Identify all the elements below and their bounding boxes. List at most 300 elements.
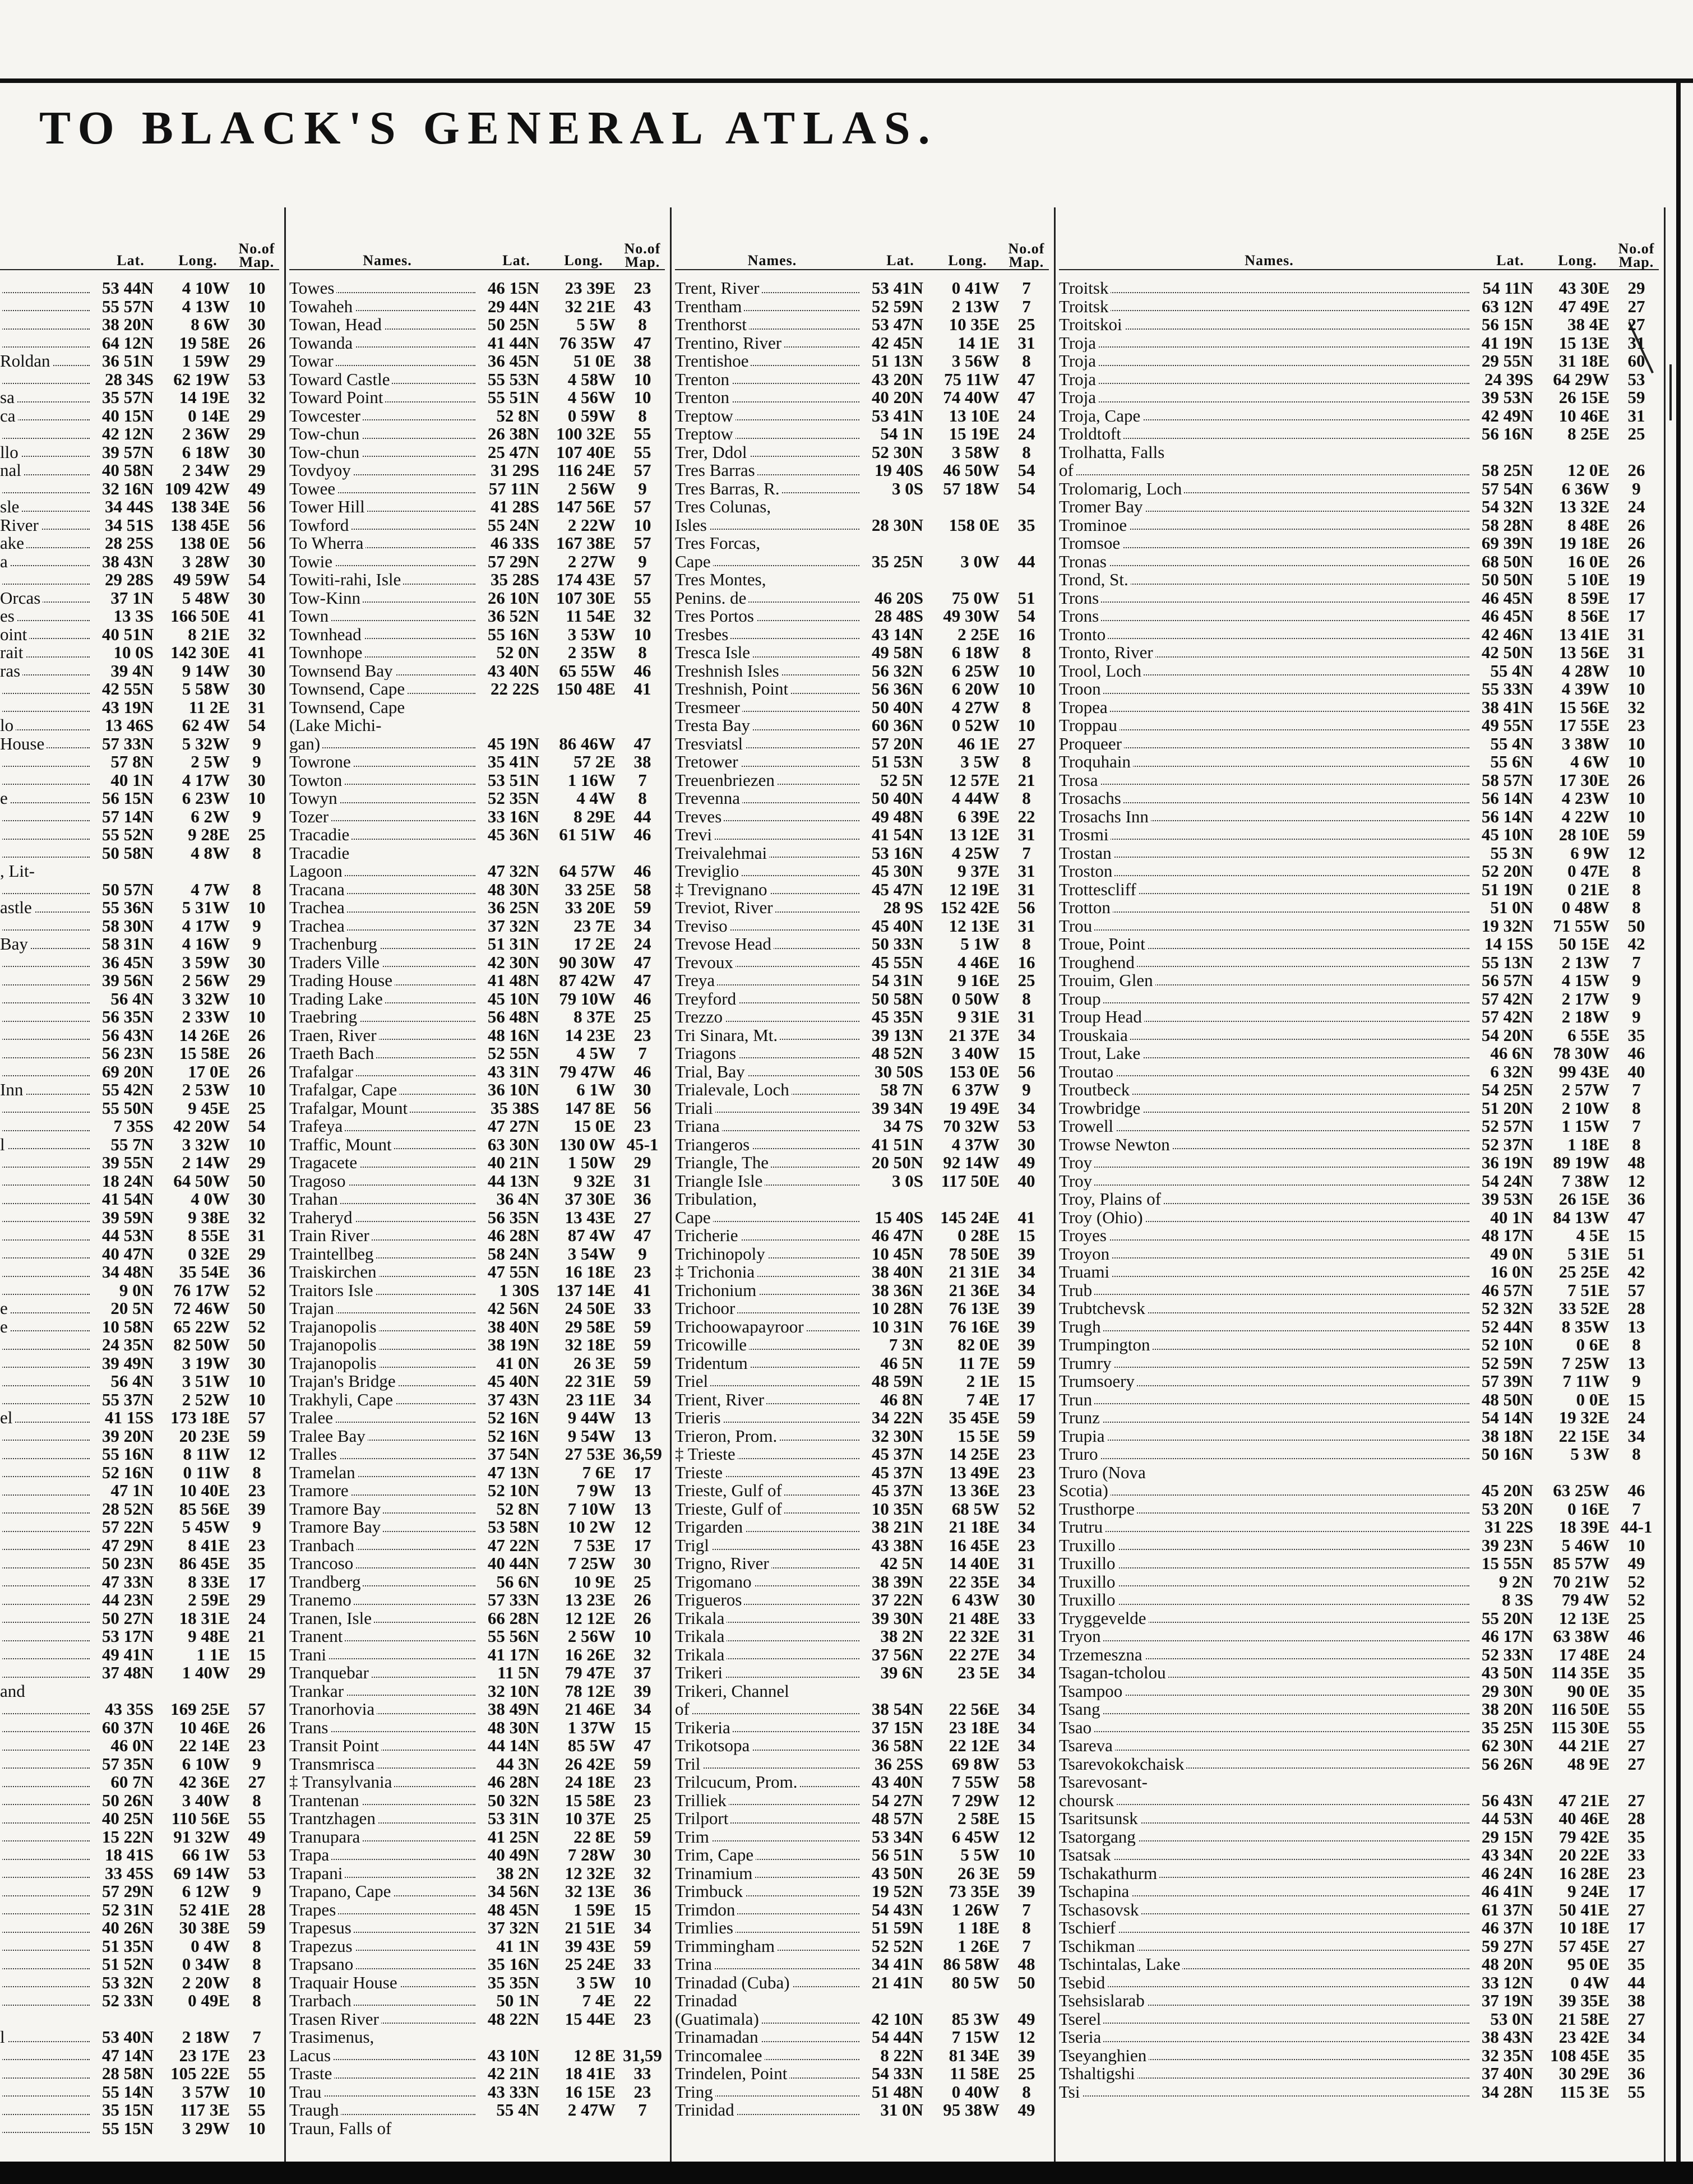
entry-lat: 54 20N (1481, 1025, 1533, 1045)
entry-name (289, 1700, 478, 1719)
entry-lat: 55 36N (101, 897, 154, 917)
entry-name (1059, 1992, 1472, 2010)
entry-map: 34 (1017, 1025, 1035, 1045)
entry-name (289, 1974, 478, 1992)
entry-map: 30 (248, 442, 266, 462)
entry-name (675, 607, 862, 626)
entry-map: 33 (633, 2063, 651, 2083)
entry-map: 51 (1627, 1243, 1645, 1264)
entry-lat: 55 3N (1490, 843, 1533, 863)
entry-long: 12 0E (1567, 460, 1609, 480)
gazetteer-entry (675, 388, 1049, 407)
entry-long: 14 23E (565, 1025, 616, 1045)
entry-name (289, 1591, 478, 1609)
entry-long: 18 31E (179, 1608, 230, 1628)
entry-long: 26 42E (565, 1753, 616, 1774)
entry-map: 59 (1627, 387, 1645, 407)
gazetteer-entry (675, 954, 1049, 972)
gazetteer-entry (1059, 1646, 1659, 1664)
entry-map: 23 (1017, 1535, 1035, 1555)
gazetteer-entry (0, 971, 279, 990)
entry-long: 64 29W (1553, 369, 1609, 389)
entry-name (0, 1190, 92, 1209)
entry-lat: 54 32N (1481, 497, 1533, 516)
gazetteer-entry (675, 1719, 1049, 1737)
entry-map: 34 (1017, 1736, 1035, 1755)
entry-lat: 39 34N (871, 1098, 923, 1118)
entry-name (675, 1464, 862, 1482)
entry-long: 26 3E (573, 1353, 616, 1373)
entry-long: 3 32W (182, 988, 230, 1008)
lat-heading: Lat. (1496, 252, 1524, 269)
entry-name-text: Tring (675, 2083, 715, 2102)
entry-map: 8 (1632, 1444, 1641, 1464)
gazetteer-entry (675, 771, 1049, 790)
entry-name (289, 1026, 478, 1045)
entry-name (675, 388, 862, 407)
entry-lat: 28 34S (105, 369, 154, 389)
entry-lat: 50 33N (871, 934, 923, 954)
entry-name-text: Scotia) (1059, 1482, 1111, 1500)
entry-map: 50 (248, 1298, 266, 1318)
gazetteer-entry (1059, 1190, 1659, 1209)
entry-name (0, 534, 92, 553)
entry-name (289, 1627, 478, 1646)
entry-name-text (0, 917, 2, 936)
entry-list (675, 279, 1049, 2120)
entry-lat: 46 6N (1490, 1043, 1533, 1063)
gazetteer-entry (675, 2101, 1049, 2120)
entry-name (0, 1646, 92, 1664)
entry-lat: 39 6N (880, 1663, 923, 1682)
entry-name (289, 1117, 478, 1136)
entry-name-text: Treshnish Isles (675, 662, 781, 681)
entry-long: 18 39E (1558, 1517, 1609, 1537)
entry-map: 22 (1017, 806, 1035, 826)
entry-name-text: e (0, 789, 10, 808)
entry-name (289, 553, 478, 571)
entry-long: 57 45E (1558, 1936, 1609, 1956)
gazetteer-entry (289, 881, 665, 899)
entry-name-text: of (1059, 461, 1076, 480)
entry-name (1059, 1281, 1472, 1300)
entry-long: 9 54W (567, 1426, 616, 1446)
entry-lat: 58 30N (101, 915, 154, 936)
entry-lat: 46 0N (110, 1736, 154, 1755)
entry-lat: 42 30N (487, 952, 539, 972)
entry-name-text: Treves (675, 808, 724, 826)
entry-name-text (0, 2010, 2, 2029)
entry-long: 22 27E (949, 1644, 1000, 1664)
entry-name-text: River (0, 516, 41, 535)
gazetteer-entry (0, 1482, 279, 1500)
entry-map: 23 (1017, 1462, 1035, 1482)
gazetteer-entry (1059, 1755, 1659, 1774)
entry-name-text: Treviot, River (675, 899, 775, 917)
entry-name-text: (Guatimala) (675, 2010, 761, 2029)
entry-lat: 56 48N (487, 1007, 539, 1026)
entry-map: 27 (1627, 1753, 1645, 1774)
entry-name (675, 881, 862, 899)
entry-long: 15 0E (573, 1116, 616, 1136)
entry-map: 38 (633, 351, 651, 371)
entry-name-text: Tramore Bay (289, 1518, 383, 1537)
entry-lat: 52 33N (101, 1991, 154, 2010)
entry-map: 47 (633, 1736, 651, 1755)
entry-name (289, 1846, 478, 1864)
entry-name (289, 1518, 478, 1537)
gazetteer-entry (0, 443, 279, 462)
entry-name (1059, 1828, 1472, 1847)
gazetteer-entry (1059, 1591, 1659, 1609)
entry-name (675, 1336, 862, 1354)
entry-map: 47 (1017, 387, 1035, 407)
entry-name-text: Inn (0, 1081, 25, 1099)
gazetteer-entry (675, 1792, 1049, 1810)
entry-map: 46 (633, 660, 651, 681)
gazetteer-entry (0, 1573, 279, 1591)
entry-map: 55 (248, 1808, 266, 1828)
entry-name (0, 607, 92, 626)
entry-name (0, 425, 92, 443)
entry-long: 6 18W (182, 442, 230, 462)
entry-name-text: Tropea (1059, 698, 1110, 717)
entry-map: 9 (252, 1517, 261, 1537)
entry-name (1059, 1573, 1472, 1591)
gazetteer-entry (1059, 607, 1659, 626)
entry-long: 20 22E (1558, 1845, 1609, 1864)
entry-long: 19 58E (179, 332, 230, 353)
entry-long: 37 30E (565, 1189, 616, 1209)
entry-name (0, 1901, 92, 1919)
entry-lat: 46 8N (880, 1389, 923, 1409)
entry-long: 114 35E (1551, 1663, 1609, 1682)
entry-name (1059, 388, 1472, 407)
entry-lat: 53 17N (101, 1626, 154, 1646)
entry-name (675, 2028, 862, 2047)
gazetteer-entry (289, 371, 665, 389)
entry-name (289, 1955, 478, 1974)
entry-map: 59 (1627, 825, 1645, 844)
entry-long: 10 2W (567, 1517, 616, 1537)
entry-lat: 41 54N (101, 1189, 154, 1209)
gazetteer-entry (289, 789, 665, 808)
gazetteer-entry (0, 1299, 279, 1318)
column-divider (670, 207, 672, 2162)
entry-long: 107 30E (556, 587, 616, 608)
entry-lat: 53 32N (101, 1972, 154, 1992)
entry-name-text: Tserel (1059, 2010, 1103, 2029)
entry-long: 13 43E (565, 1207, 616, 1227)
entry-long: 147 56E (556, 497, 616, 516)
entry-long: 13 56E (1558, 642, 1609, 662)
entry-long: 22 8E (573, 1826, 616, 1847)
entry-map: 10 (633, 1972, 651, 1992)
entry-lat: 34 28N (1481, 2081, 1533, 2102)
entry-name-text: Troy (1059, 1154, 1094, 1172)
entry-map: 35 (1627, 1826, 1645, 1847)
entry-lat: 53 16N (871, 843, 923, 863)
entry-name-text (0, 1445, 2, 1464)
entry-name (675, 2083, 862, 2102)
entry-lat: 47 55N (487, 1262, 539, 1281)
entry-lat: 50 40N (871, 788, 923, 808)
entry-map: 34 (633, 1699, 651, 1719)
entry-map: 27 (1627, 1790, 1645, 1810)
entry-map: 25 (633, 1808, 651, 1828)
entry-name (675, 1154, 862, 1172)
entry-long: 6 23W (182, 788, 230, 808)
entry-long: 3 57W (182, 2081, 230, 2102)
entry-name (675, 771, 862, 790)
entry-long: 1 59E (573, 1899, 616, 1919)
entry-map: 46 (1627, 1043, 1645, 1063)
entry-map: 56 (248, 515, 266, 535)
entry-lat: 21 41N (871, 1972, 923, 1992)
entry-map: 9 (638, 551, 647, 571)
entry-name-text (0, 1354, 2, 1373)
entry-name (1059, 1154, 1472, 1172)
entry-name (0, 1008, 92, 1026)
entry-name (0, 1755, 92, 1774)
gazetteer-entry (0, 2065, 279, 2083)
entry-map: 34 (1017, 1571, 1035, 1591)
entry-lat: 53 44N (101, 278, 154, 298)
entry-name-text: Trachenburg (289, 935, 380, 954)
entry-name-text (0, 334, 2, 353)
entry-map: 57 (633, 497, 651, 516)
entry-long: 6 10W (182, 1753, 230, 1774)
entry-map: 10 (1627, 679, 1645, 698)
entry-name (1059, 644, 1472, 662)
entry-long: 57 18W (943, 478, 1000, 498)
gazetteer-entry (1059, 1336, 1659, 1354)
entry-name (0, 716, 92, 735)
entry-long: 15 58E (565, 1790, 616, 1810)
gazetteer-entry (1059, 534, 1659, 553)
gazetteer-entry (1059, 1937, 1659, 1956)
gazetteer-entry (1059, 644, 1659, 662)
entry-name-text (0, 1609, 2, 1628)
entry-lat: 56 35N (487, 1207, 539, 1227)
gazetteer-entry (289, 1974, 665, 1992)
entry-long: 8 33E (188, 1571, 230, 1591)
entry-name-text (0, 2065, 2, 2083)
entry-lat: 10 35N (871, 1498, 923, 1519)
entry-lat: 24 35N (101, 1335, 154, 1354)
entry-name-text: Tschikman (1059, 1937, 1137, 1956)
gazetteer-entry (289, 1937, 665, 1956)
entry-map: 59 (633, 1826, 651, 1847)
gazetteer-entry (289, 1846, 665, 1864)
gazetteer-entry (675, 1227, 1049, 1245)
gazetteer-entry (0, 789, 279, 808)
entry-name-text: Trading House (289, 971, 395, 990)
entry-lat: 46 24N (1481, 1863, 1533, 1883)
entry-name-text (0, 371, 2, 389)
entry-map: 10 (633, 515, 651, 535)
entry-lat: 3 0S (892, 478, 923, 498)
entry-long: 61 51W (559, 825, 616, 844)
entry-long: 9 24E (1567, 1881, 1609, 1901)
entry-name-text: Towcester (289, 407, 363, 425)
entry-long: 8 48E (1567, 515, 1609, 535)
entry-name-text: Tracadie (289, 826, 351, 844)
entry-map: 47 (633, 332, 651, 353)
entry-name-text (0, 1063, 2, 1081)
entry-name-text: Tschasovsk (1059, 1901, 1141, 1919)
entry-name-text: Trantzhagen (289, 1810, 378, 1828)
entry-long: 4 10W (182, 278, 230, 298)
entry-long: 11 2E (188, 697, 230, 717)
entry-name (675, 1372, 862, 1391)
gazetteer-entry (0, 2010, 279, 2029)
entry-long: 166 50E (170, 606, 230, 626)
entry-long: 12 13E (949, 915, 1000, 936)
entry-name-text: Traiskirchen (289, 1263, 379, 1281)
gazetteer-entry (0, 1445, 279, 1464)
entry-name (675, 1554, 862, 1573)
gazetteer-entry (675, 917, 1049, 936)
entry-name-text: ‡ Transylvania (289, 1773, 394, 1792)
entry-name-text: Trun (1059, 1391, 1094, 1409)
gazetteer-entry (0, 1792, 279, 1810)
entry-name-text: Trowell (1059, 1117, 1116, 1136)
entry-lat: 57 29N (487, 551, 539, 571)
entry-long: 21 31E (949, 1262, 1000, 1281)
entry-lat: 57 20N (871, 733, 923, 753)
entry-name-text: Trinamium (675, 1864, 755, 1883)
entry-name-text: nal (0, 461, 24, 480)
gazetteer-entry (675, 1136, 1049, 1154)
entry-map: 23 (633, 1116, 651, 1136)
entry-name-text: Trikala (675, 1609, 727, 1628)
gazetteer-entry (675, 662, 1049, 681)
entry-name (1059, 1518, 1472, 1537)
entry-lat: 55 50N (101, 1098, 154, 1118)
entry-name-text: Proqueer (1059, 735, 1124, 753)
entry-long: 4 8W (191, 843, 230, 863)
entry-long: 70 21W (1553, 1571, 1609, 1591)
entry-name-text: Trimlies (675, 1919, 736, 1937)
entry-name-text (0, 881, 2, 899)
entry-lat: 52 10N (487, 1480, 539, 1500)
gazetteer-entry (289, 826, 665, 844)
entry-long: 30 38E (179, 1918, 230, 1937)
entry-long: 15 19E (949, 424, 1000, 443)
entry-long: 79 47E (565, 1663, 616, 1682)
entry-name (675, 334, 862, 353)
entry-long: 62 19W (173, 369, 230, 389)
entry-name (289, 1281, 478, 1300)
entry-name-text: Trinamadan (675, 2028, 761, 2047)
entry-map: 54 (1017, 606, 1035, 626)
entry-name-text (0, 1554, 2, 1573)
entry-lat: 45 35N (871, 1007, 923, 1026)
entry-map: 9 (1632, 1007, 1641, 1026)
entry-lat: 50 25N (487, 314, 539, 334)
entry-name-text: sle (0, 498, 21, 516)
entry-map: 34 (1017, 1699, 1035, 1719)
entry-name-text: Trahan (289, 1190, 340, 1209)
entry-long: 3 40W (182, 1790, 230, 1810)
entry-lat: 55 4N (496, 2100, 539, 2120)
entry-long: 17 48E (1558, 1644, 1609, 1664)
entry-name (1059, 371, 1472, 389)
entry-name (0, 498, 92, 516)
entry-name-text: Trenthorst (675, 316, 749, 334)
entry-long: 158 0E (949, 515, 1000, 535)
entry-name (675, 2010, 862, 2029)
entry-map: 8 (1022, 642, 1031, 662)
entry-lat: 57 33N (101, 733, 154, 753)
gazetteer-entry (289, 1518, 665, 1537)
entry-name-text: Penins. de (675, 589, 748, 608)
gazetteer-entry (289, 644, 665, 662)
entry-name-text: Trigueros (675, 1591, 744, 1609)
entry-lat: 52 30N (871, 442, 923, 462)
entry-name (0, 899, 92, 917)
entry-name-text: Trapa (289, 1846, 331, 1864)
entry-lat: 28 9S (883, 897, 923, 917)
gazetteer-entry (1059, 1482, 1659, 1500)
gazetteer-entry (0, 534, 279, 553)
entry-lat: 46 20S (875, 587, 923, 608)
entry-long: 63 25W (1553, 1480, 1609, 1500)
entry-long: 35 54E (179, 1262, 230, 1281)
entry-name (0, 990, 92, 1008)
entry-map: 8 (638, 405, 647, 425)
entry-map: 15 (1017, 1371, 1035, 1391)
entry-name-text (0, 844, 2, 863)
entry-map: 32 (248, 1207, 266, 1227)
entry-map: 25 (1627, 1608, 1645, 1628)
entry-name-text: Troja (1059, 388, 1098, 407)
entry-name (1059, 1044, 1472, 1063)
gazetteer-entry (0, 553, 279, 571)
entry-long: 16 15E (565, 2081, 616, 2102)
entry-name-text: Troy (1059, 1172, 1094, 1191)
entry-lat: 3 0S (892, 1170, 923, 1191)
entry-name (0, 1117, 92, 1136)
gazetteer-entry (289, 1190, 665, 1209)
entry-name-text: Truro (1059, 1445, 1100, 1464)
entry-long: 4 13W (182, 296, 230, 316)
entry-name (1059, 1318, 1472, 1336)
entry-map: 31 (1017, 879, 1035, 899)
entry-name (675, 1391, 862, 1409)
entry-map: 29 (248, 1243, 266, 1264)
entry-name (0, 698, 92, 717)
entry-lat: 55 16N (487, 624, 539, 644)
entry-long: 6 39E (957, 806, 1000, 826)
gazetteer-entry (289, 935, 665, 954)
gazetteer-entry (0, 1391, 279, 1409)
entry-name (1059, 1792, 1472, 1810)
entry-lat: 49 55N (1481, 715, 1533, 735)
entry-name (0, 1974, 92, 1992)
entry-name (0, 2047, 92, 2065)
entry-name-text: Trikeria (675, 1719, 733, 1737)
entry-lat: 39 20N (101, 1426, 154, 1446)
entry-long: 71 55W (1553, 915, 1609, 936)
entry-lat: 43 19N (101, 697, 154, 717)
entry-map: 40 (1627, 1061, 1645, 1081)
entry-long: 69 14W (173, 1863, 230, 1883)
entry-map: 12 (1017, 1826, 1035, 1847)
entry-map: 27 (1627, 2009, 1645, 2029)
entry-long: 86 58W (943, 1954, 1000, 1974)
